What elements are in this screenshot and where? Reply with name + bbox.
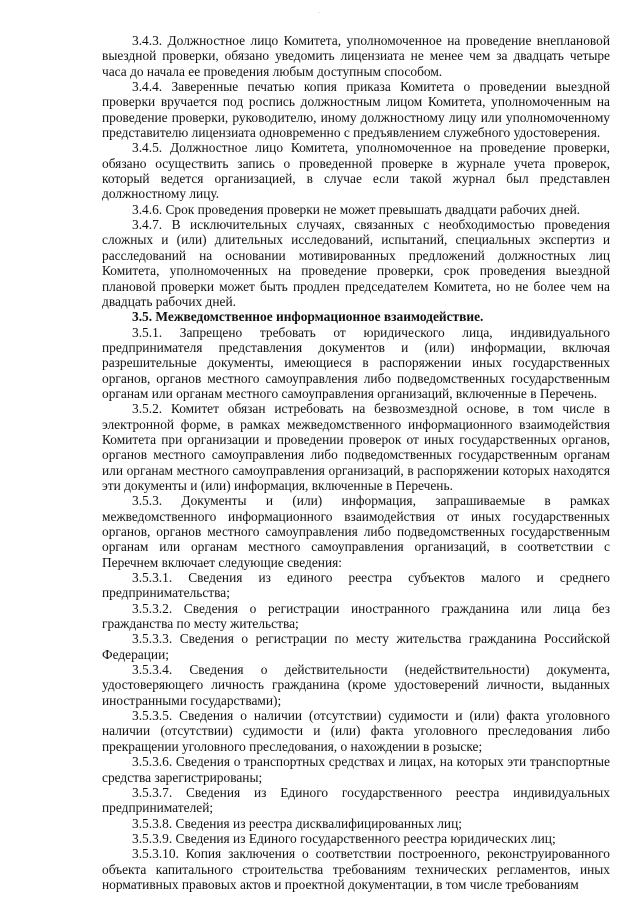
paragraph-3-5-2: 3.5.2. Комитет обязан истребовать на безвозмездной основе, в том числе в электронной форме, в рамках межведомственного информационного взаимодействия Комитета при организации и проведении проверок от иных государственных органов, органов местного самоуправления либо подведомственных государственным органам или органам местного самоуправления организаций, в распоряжении которых находятся эти документы и (или) информация, включенные в Перечень.	[102, 401, 610, 493]
paragraph-3-5-3: 3.5.3. Документы и (или) информация, запрашиваемые в рамках межведомственного информационного взаимодействия от иных государственных органов, органов местного самоуправления либо подведомственных государственным органам или органам местного самоуправления организаций, в соответствии с Перечнем включает следующие сведения:	[102, 493, 610, 570]
paragraph-3-4-5: 3.4.5. Должностное лицо Комитета, уполномоченное на проведение проверки, обязано осуществить запись о проведенной проверке в журнале учета проверок, который ведется организацией, в случае если такой журнал был представлен должностному лицу.	[102, 140, 610, 202]
document-page	[102, 33, 610, 892]
section-heading-3-5: 3.5. Межведомственное информационное взаимодействие.	[132, 309, 484, 325]
paragraph-3-4-3: 3.4.3. Должностное лицо Комитета, уполномоченное на проведение внеплановой выездной проверки, обязано уведомить лицензиата не менее чем за двадцать четыре часа до начала ее проведения любым доступным способом.	[102, 33, 610, 79]
paragraph-3-5-1: 3.5.1. Запрещено требовать от юридического лица, индивидуального предпринимателя представления документов и (или) информации, включая разрешительные документы, имеющиеся в распоряжении иных государственных органов, органов местного самоуправления либо подведомственных государственным органам или органам местного самоуправления организаций, включенные в Перечень.	[102, 324, 610, 401]
list-item-3-5-3-1: 3.5.3.1. Сведения из единого реестра субъектов малого и среднего предпринимательства;	[102, 570, 610, 601]
list-item-3-5-3-2: 3.5.3.2. Сведения о регистрации иностранного гражданина или лица без гражданства по месту жительства;	[102, 600, 610, 632]
paragraph-3-4-7: 3.4.7. В исключительных случаях, связанных с необходимостью проведения сложных и (или) длительных исследований, испытаний, специальных экспертиз и расследований на основании мотивированных предложений должностных лиц Комитета, уполномоченных на проведение проверки, срок проведения выездной плановой проверки может быть продлен председателем Комитета, но не более чем на двадцать рабочих дней.	[102, 217, 610, 309]
paragraph-3-4-6: 3.4.6. Срок проведения проверки не может превышать двадцати рабочих дней.	[132, 201, 581, 217]
scan-speck: ·	[318, 9, 321, 17]
list-item-3-5-3-8: 3.5.3.8. Сведения из реестра дисквалифицированных лиц;	[132, 815, 462, 831]
list-item-3-5-3-7: 3.5.3.7. Сведения из Единого государственного реестра индивидуальных предпринимателей;	[102, 784, 610, 816]
paragraph-3-4-4: 3.4.4. Заверенные печатью копия приказа Комитета о проведении выездной проверки вручается под роспись должностным лицом Комитета, уполномоченным на проведение проверки, руководителю, иному должностному лицу или уполномоченному представителю лицензиата одновременно с предъявлением служебного удостоверения.	[102, 79, 610, 141]
list-item-3-5-3-10: 3.5.3.10. Копия заключения о соответствии построенного, реконструированного объекта капитального строительства требованиям технических регламентов, иных нормативных правовых актов и проектной документации, в том числе требованиям	[102, 846, 610, 892]
list-item-3-5-3-5: 3.5.3.5. Сведения о наличии (отсутствии) судимости и (или) факта уголовного наличии (отсутствии) судимости и (или) факта уголовного преследования либо прекращении уголовного преследования, о нахождении в розыске;	[102, 708, 610, 754]
list-item-3-5-3-4: 3.5.3.4. Сведения о действительности (недействительности) документа, удостоверяющего личность гражданина (кроме удостоверений личности, выданных иностранными государствами);	[102, 662, 610, 708]
list-item-3-5-3-6: 3.5.3.6. Сведения о транспортных средствах и лицах, на которых эти транспортные средства зарегистрированы;	[102, 754, 610, 785]
list-item-3-5-3-9: 3.5.3.9. Сведения из Единого государственного реестра юридических лиц;	[132, 830, 556, 846]
list-item-3-5-3-3: 3.5.3.3. Сведения о регистрации по месту жительства гражданина Российской Федерации;	[102, 631, 610, 662]
